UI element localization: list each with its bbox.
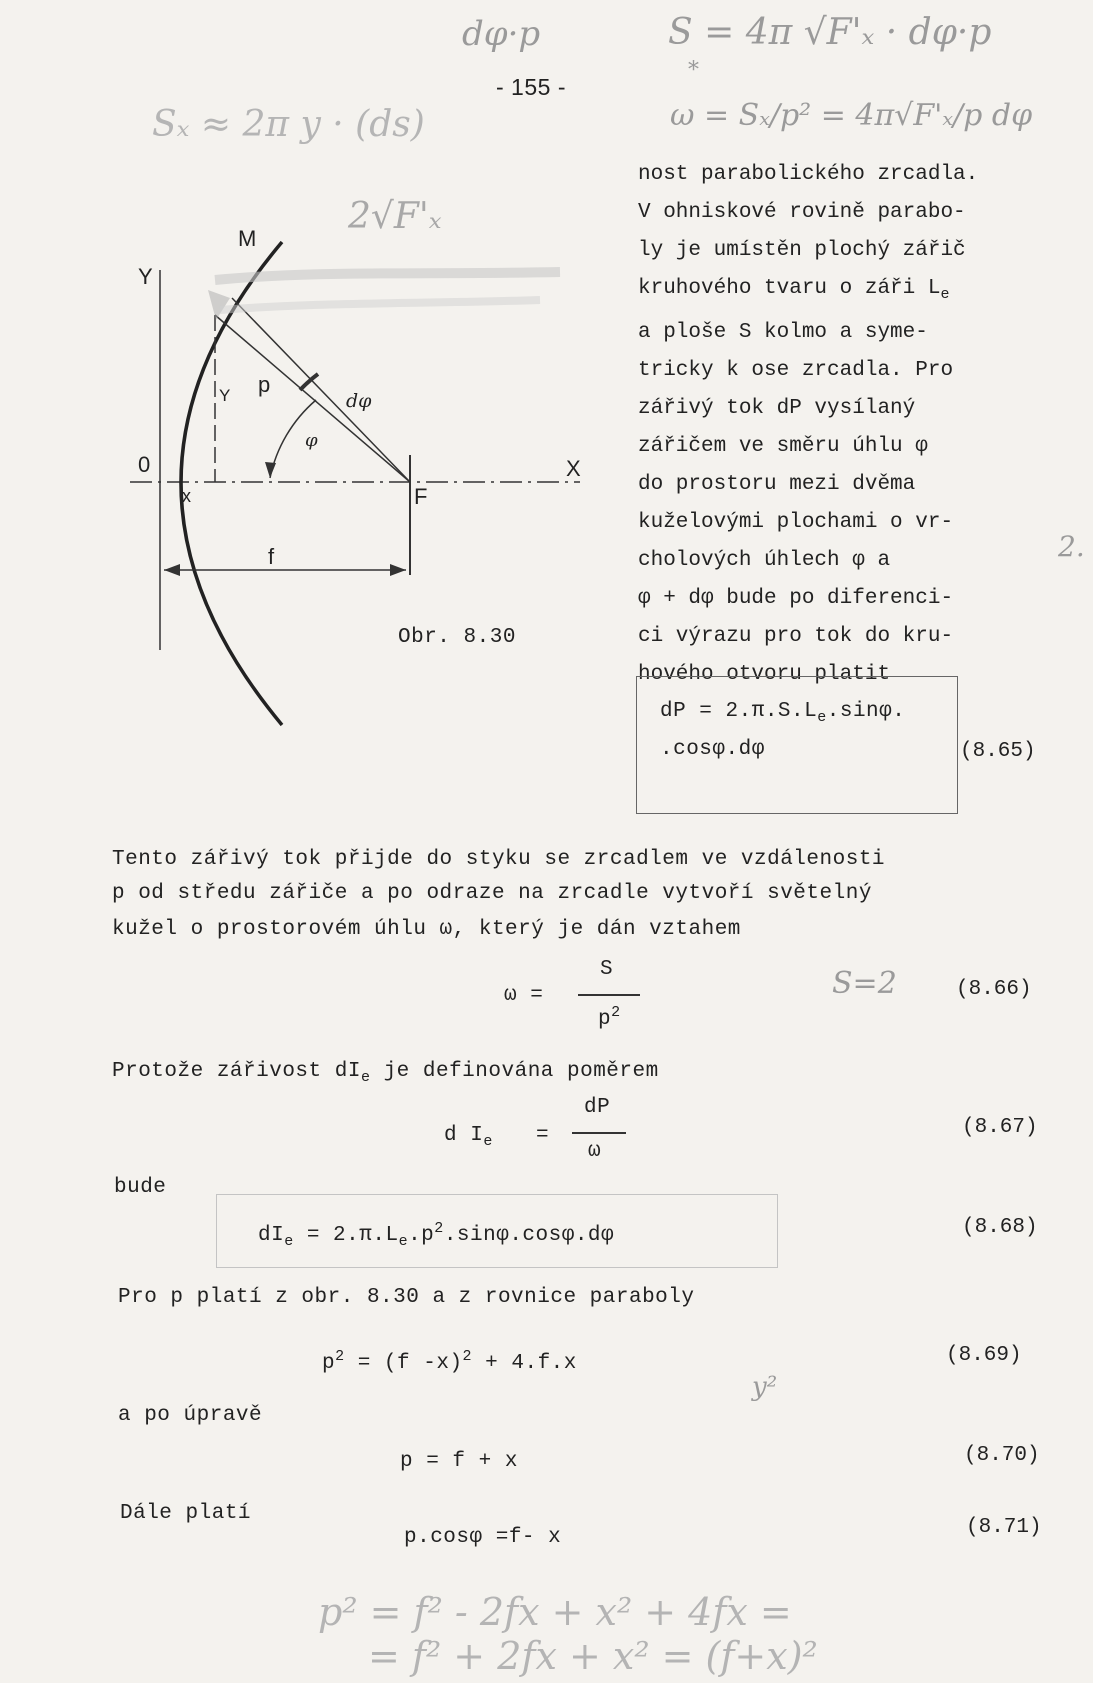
text-line: a ploše S kolmo a syme- [638,321,928,345]
text-a-po-uprave: a po úpravě [118,1404,263,1427]
text-line: kruhového tvaru o záři $L_e$ [638,277,950,304]
text-pro-p: Pro p platí z obr. 8.30 a z rovnice paraboly [118,1286,695,1309]
equation-8-65-line2: .cosφ.dφ [660,738,765,761]
label-dphi: dφ [346,390,372,412]
handwritten-note-bottom-2: = f² + 2fx + x² = (f+x)² [368,1634,818,1678]
label-Y-axis: Y [138,264,153,289]
text-line: nost parabolického zrcadla. [638,163,979,186]
equation-number-8-68: (8.68) [962,1216,1038,1239]
equation-number-8-65: (8.65) [960,740,1036,763]
equation-8-66-numerator: S [600,958,614,981]
paragraph-line: p od středu zářiče a po odraze na zrcadle vytvoří světelný [112,882,872,905]
equation-8-66-fraction-bar [578,994,640,996]
text-line: ci výrazu pro tok do kru- [638,625,954,649]
equation-8-67-eq: = [536,1124,550,1147]
pencil-stroke [215,272,560,280]
equation-number-8-66: (8.66) [956,978,1032,1001]
label-X-axis: X [566,456,581,481]
label-F: F [414,484,428,509]
pencil-shading [208,290,230,320]
equation-8-66-lhs: ω = [504,984,544,1007]
page-number: - 155 - [496,74,566,100]
dimension-arrow-left [164,564,180,576]
equation-number-8-70: (8.70) [964,1444,1040,1467]
figure-caption: Obr. 8.30 [398,626,516,649]
handwritten-note-top-right-2: ω = Sₓ/p² = 4π√F'ₓ/p dφ [670,98,1033,133]
handwritten-note-top-center: dφ·p [462,14,541,54]
ray-p [215,315,410,482]
equation-8-68: $dI_e = 2.\pi.L_e.p^2.\sin\varphi.\cos\varphi.d\varphi$ [258,1220,615,1251]
label-origin: 0 [138,452,151,477]
dimension-arrow-right [390,564,406,576]
handwritten-note-eq69: y² [752,1372,778,1402]
equation-8-65-line1: dP = $2.\pi.S.L_e.\sin\varphi$. [660,700,906,727]
text-line: do prostoru mezi dvěma [638,473,916,497]
handwritten-note-top-right-1: S = 4π √F'ₓ · dφ·p [668,12,992,53]
text-line: zářičem ve směru úhlu φ [638,435,928,459]
handwritten-note-top-left-2: 2√F'ₓ [348,196,442,237]
equation-8-71: p.cosφ =f- x [404,1526,562,1549]
pencil-stroke [220,300,540,310]
text-line: tricky k ose zrcadla. Pro [638,359,954,383]
equation-8-67-fraction-bar [572,1132,626,1134]
label-Y-short: Y [219,386,231,405]
label-f: f [268,544,275,569]
text-line: hového otvoru platit [638,663,891,687]
handwritten-note-top-right-1-sub: * [688,58,699,83]
text-line: φ + dφ bude po diferenci- [638,587,954,611]
label-x: x [182,486,191,506]
text-line: cholových úhlech φ a [638,549,891,573]
text-bude: bude [114,1176,167,1199]
parabola-curve [181,242,282,725]
paragraph-line: kužel o prostorovém úhlu ω, který je dán vztahem [112,918,741,941]
equation-8-70: p = f + x [400,1450,518,1473]
text-line: kuželovými plochami o vr- [638,511,954,535]
equation-8-67-numerator: dP [584,1096,611,1119]
handwritten-note-margin: 2. [1058,530,1085,563]
text-line: zářivý tok dP vysílaný [638,397,916,421]
label-phi: φ [305,430,318,451]
label-M: M [238,226,257,251]
equation-number-8-69: (8.69) [946,1344,1022,1367]
equation-number-8-67: (8.67) [962,1116,1038,1139]
equation-8-69: $p^2 = (f$ -x)$^2$ + 4.f.x [322,1348,577,1375]
text-dale-plati: Dále platí [120,1502,252,1525]
dphi-arc [300,374,318,390]
equation-number-8-71: (8.71) [966,1516,1042,1539]
label-p: p [258,372,271,397]
text-protoze: Protože zářivost $dI_e$ je definována poměrem [112,1060,659,1087]
right-column-paragraph [638,156,1058,694]
text-line: ly je umístěn plochý zářič [638,239,966,262]
phi-arrow [265,462,276,478]
handwritten-note-bottom-1: p² = f² - 2fx + x² + 4fx = [318,1590,792,1634]
handwritten-note-top-left: Sₓ ≈ 2π y · (ds) [152,104,425,145]
equation-8-67-lhs: d $I_e$ [444,1124,493,1151]
equation-8-67-denominator: ω [588,1140,602,1163]
text-line: V ohniskové rovině parabo- [638,201,966,224]
paragraph-line: Tento zářivý tok přijde do styku se zrcadlem ve vzdálenosti [112,848,886,871]
figure-8-30 [120,220,600,740]
equation-8-66-denominator: $p^2$ [598,1004,621,1031]
handwritten-note-eq66: S=2 [832,966,897,1001]
